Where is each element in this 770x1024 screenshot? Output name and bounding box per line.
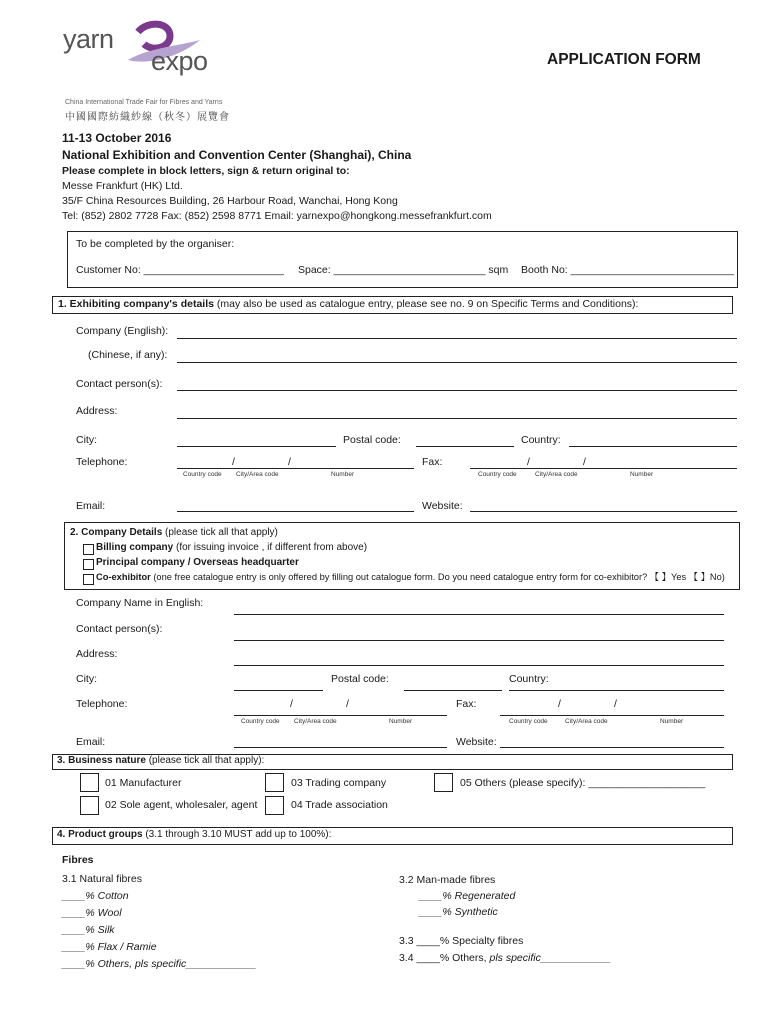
- website-input[interactable]: [470, 511, 737, 512]
- s2-website-input[interactable]: [500, 747, 724, 748]
- fax-input[interactable]: [470, 468, 737, 469]
- postal-label: Postal code:: [343, 434, 401, 446]
- s2-tel-slash-1: /: [290, 698, 293, 710]
- s2-tel-slash-2: /: [346, 698, 349, 710]
- bn-others-label: 05 Others (please specify): ____________________: [460, 777, 706, 789]
- fax-country-code-caption: Country code: [478, 471, 517, 478]
- s2-fax-input[interactable]: [500, 715, 724, 716]
- bn-agent-checkbox[interactable]: [80, 796, 99, 815]
- company-cn-label: (Chinese, if any):: [88, 349, 168, 361]
- s2-email-label: Email:: [76, 736, 106, 748]
- telephone-label: Telephone:: [76, 456, 128, 468]
- s2-postal-input[interactable]: [404, 690, 502, 691]
- s2-email-input[interactable]: [234, 747, 447, 748]
- s2-tel-country-code-caption: Country code: [241, 718, 280, 725]
- bn-manufacturer-checkbox[interactable]: [80, 773, 99, 792]
- space-field[interactable]: Space: __________________________ sqm: [298, 264, 509, 276]
- logo-word-yarn: yarn: [63, 24, 114, 54]
- s2-fax-slash-2: /: [614, 698, 617, 710]
- s2-city-label: City:: [76, 673, 97, 685]
- principal-label: Principal company / Overseas headquarter: [96, 557, 299, 568]
- bn-association-checkbox[interactable]: [265, 796, 284, 815]
- telephone-input[interactable]: [177, 468, 414, 469]
- synthetic-field[interactable]: ____% Synthetic: [419, 906, 498, 918]
- cotton-field[interactable]: ____% Cotton: [62, 890, 129, 902]
- manmade-fibres-heading: 3.2 Man-made fibres: [399, 874, 496, 886]
- s2-postal-label: Postal code:: [331, 673, 389, 685]
- s2-fax-slash-1: /: [558, 698, 561, 710]
- event-venue: National Exhibition and Convention Center (Shanghai), China: [62, 148, 412, 162]
- silk-field[interactable]: ____% Silk: [62, 924, 115, 936]
- tel-city-code-caption: City/Area code: [236, 471, 279, 478]
- fax-city-code-caption: City/Area code: [535, 471, 578, 478]
- contact-label: Contact person(s):: [76, 378, 163, 390]
- city-input[interactable]: [177, 446, 336, 447]
- s2-tel-number-caption: Number: [389, 718, 413, 725]
- bn-association-label: 04 Trade association: [291, 799, 388, 811]
- contact-input[interactable]: [177, 390, 737, 391]
- regenerated-field[interactable]: ____% Regenerated: [419, 890, 516, 902]
- s2-telephone-input[interactable]: [234, 715, 447, 716]
- tel-slash-2: /: [288, 456, 291, 468]
- company-cn-input[interactable]: [177, 362, 737, 363]
- s2-address-label: Address:: [76, 648, 118, 660]
- postal-input[interactable]: [416, 446, 514, 447]
- logo-tagline-cn: 中國國際紡織紗線（秋冬）展覽會: [65, 112, 230, 123]
- tel-number-caption: Number: [331, 471, 355, 478]
- s2-city-input[interactable]: [234, 690, 323, 691]
- s2-contact-input[interactable]: [234, 640, 724, 641]
- s2-fax-number-caption: Number: [660, 718, 684, 725]
- billing-label: Billing company (for issuing invoice , if different from above): [96, 542, 368, 553]
- others-natural-field[interactable]: ____% Others, pls specific____________: [62, 958, 257, 970]
- s2-fax-city-code-caption: City/Area code: [565, 718, 608, 725]
- section1-title: 1. Exhibiting company's details (may also be used as catalogue entry, please see no. 9 on Specific Terms and Conditions):: [58, 298, 639, 310]
- s2-address-input[interactable]: [234, 665, 724, 666]
- s2-website-label: Website:: [456, 736, 497, 748]
- s2-country-input[interactable]: [509, 690, 724, 691]
- country-label: Country:: [521, 434, 561, 446]
- coexhibitor-label: Co-exhibitor (one free catalogue entry is only offered by filling out catalogue form. Do you need catalogue entry form for co-exhibitor? 【 】Yes 【 】No): [96, 572, 725, 582]
- tel-slash-1: /: [232, 456, 235, 468]
- s2-country-label: Country:: [509, 673, 549, 685]
- s2-telephone-label: Telephone:: [76, 698, 128, 710]
- wool-field[interactable]: ____% Wool: [62, 907, 122, 919]
- fax-slash-2: /: [583, 456, 586, 468]
- email-input[interactable]: [177, 511, 414, 512]
- fibres-heading: Fibres: [62, 854, 94, 866]
- others-fibres-field[interactable]: 3.4 ____% Others, pls specific____________: [399, 952, 611, 964]
- bn-others-checkbox[interactable]: [434, 773, 453, 792]
- flax-field[interactable]: ____% Flax / Ramie: [62, 941, 157, 953]
- tel-country-code-caption: Country code: [183, 471, 222, 478]
- s2-company-name-label: Company Name in English:: [76, 597, 204, 609]
- logo-tagline-en: China International Trade Fair for Fibres and Yarns: [65, 99, 223, 106]
- website-label: Website:: [422, 500, 463, 512]
- email-label: Email:: [76, 500, 106, 512]
- booth-no-field[interactable]: Booth No: ____________________________: [521, 264, 735, 276]
- address-input[interactable]: [177, 418, 737, 419]
- s2-fax-country-code-caption: Country code: [509, 718, 548, 725]
- bn-trading-checkbox[interactable]: [265, 773, 284, 792]
- company-en-label: Company (English):: [76, 325, 169, 337]
- bn-manufacturer-label: 01 Manufacturer: [105, 777, 182, 789]
- s2-contact-label: Contact person(s):: [76, 623, 163, 635]
- country-input[interactable]: [569, 446, 737, 447]
- organiser-label: To be completed by the organiser:: [76, 238, 235, 250]
- section2-title: 2. Company Details (please tick all that apply): [70, 527, 278, 538]
- address-label: Address:: [76, 405, 118, 417]
- section3-title: 3. Business nature (please tick all that apply):: [57, 755, 265, 766]
- fax-label: Fax:: [422, 456, 443, 468]
- organizer-address: 35/F China Resources Building, 26 Harbour Road, Wanchai, Hong Kong: [62, 195, 398, 207]
- bn-trading-label: 03 Trading company: [291, 777, 387, 789]
- customer-no-field[interactable]: Customer No: ________________________: [76, 264, 284, 276]
- logo-word-expo: expo: [151, 46, 208, 76]
- billing-checkbox[interactable]: [83, 544, 94, 555]
- s2-tel-city-code-caption: City/Area code: [294, 718, 337, 725]
- city-label: City:: [76, 434, 97, 446]
- s2-company-name-input[interactable]: [234, 614, 724, 615]
- instruction: Please complete in block letters, sign & return original to:: [62, 165, 350, 177]
- event-date: 11-13 October 2016: [62, 131, 172, 145]
- s2-fax-label: Fax:: [456, 698, 477, 710]
- bn-agent-label: 02 Sole agent, wholesaler, agent: [105, 799, 258, 811]
- organizer-contact: Tel: (852) 2802 7728 Fax: (852) 2598 8771 Email: yarnexpo@hongkong.messefrankfurt.com: [62, 210, 492, 222]
- section4-title: 4. Product groups (3.1 through 3.10 MUST add up to 100%):: [57, 829, 332, 840]
- fax-number-caption: Number: [630, 471, 654, 478]
- organizer-name: Messe Frankfurt (HK) Ltd.: [62, 180, 183, 192]
- fax-slash-1: /: [527, 456, 530, 468]
- principal-checkbox[interactable]: [83, 559, 94, 570]
- company-en-input[interactable]: [177, 338, 737, 339]
- natural-fibres-heading: 3.1 Natural fibres: [62, 873, 142, 885]
- page-title: APPLICATION FORM: [547, 51, 701, 68]
- specialty-fibres-field[interactable]: 3.3 ____% Specialty fibres: [399, 935, 524, 947]
- coexhibitor-checkbox[interactable]: [83, 574, 94, 585]
